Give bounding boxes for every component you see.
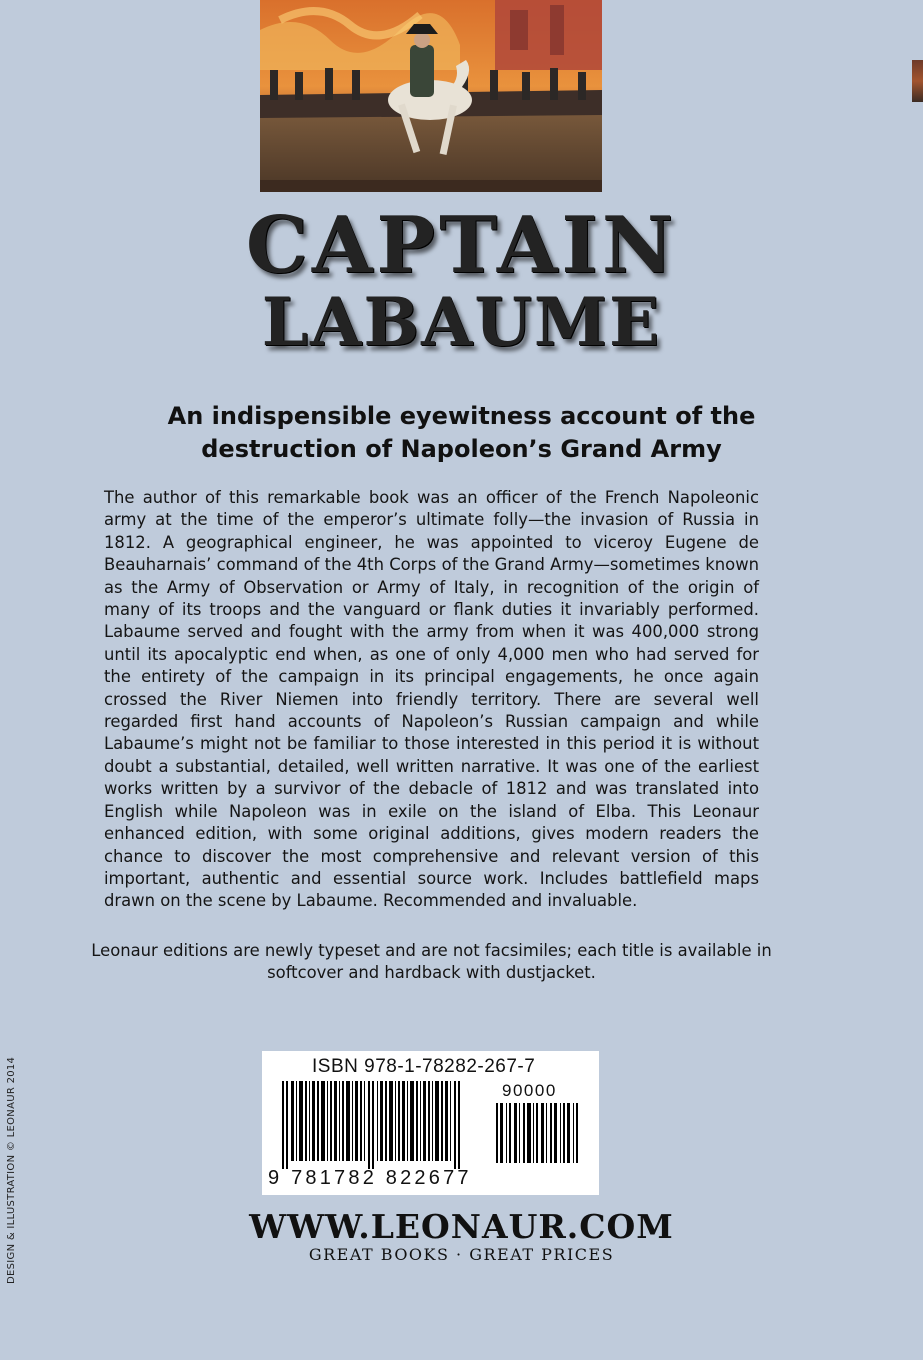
barcode-bars-main	[282, 1081, 482, 1169]
design-credit: DESIGN & ILLUSTRATION © LEONAUR 2014	[6, 1056, 17, 1284]
isbn-barcode	[262, 1051, 599, 1195]
publisher-website: WWW.LEONAUR.COM	[249, 1207, 674, 1246]
publisher-tagline: GREAT BOOKS · GREAT PRICES	[308, 1245, 615, 1264]
napoleon-retreat-painting-icon	[260, 0, 602, 192]
barcode-bars-addon	[496, 1103, 586, 1163]
edition-note: Leonaur editions are newly typeset and are not facsimiles; each title is available in softcover and hardback with dustjacket.	[91, 941, 772, 983]
book-description	[104, 487, 759, 913]
isbn-number: ISBN 978-1-78282-267-7	[312, 1056, 536, 1077]
price-code: 90000	[502, 1081, 557, 1100]
book-subtitle: An indispensible eyewitness account of the destruction of Napoleon’s Grand Army	[167, 402, 756, 463]
ean-digits: 9 781782 822677	[268, 1167, 472, 1189]
adjacent-page-edge	[912, 60, 923, 102]
book-title-line2: LABAUME	[261, 283, 662, 361]
description-paragraph: The author of this remarkable book was an officer of the French Napoleonic army at the time of the emperor’s ultimate folly—the invasion of Russia in 1812. A geographical engineer, he was appointed to viceroy Eugene de Beauharnais’ command of the 4th Corps of the Grand Army—sometimes known as the Army of Observation or Army of Italy, in recognition of the origin of many of its troops and the vanguard or flank duties it invariably performed. Labaume served and fought with the army from when it was 400,000 strong until its apocalyptic end when, as one of only 4,000 men who had served for the entirety of the campaign in its principal engagements, he once again crossed the River Niemen into friendly territory. There are several well regarded first hand accounts of Napoleon’s Russian campaign and while Labaume’s might not be familiar to those interested in this period it is without doubt a substantial, detailed, well written narrative. It was one of the earliest works written by a survivor of the debacle of 1812 and was translated into English while Napoleon was in exile on the island of Elba. This Leonaur enhanced edition, with some original additions, gives modern readers the chance to discover the most comprehensive and relevant version of this important, authentic and essential source work. Includes battlefield maps drawn on the scene by Labaume. Recommended and invaluable.	[104, 488, 759, 911]
cover-painting	[260, 0, 602, 192]
book-title-line1: CAPTAIN	[245, 200, 678, 291]
